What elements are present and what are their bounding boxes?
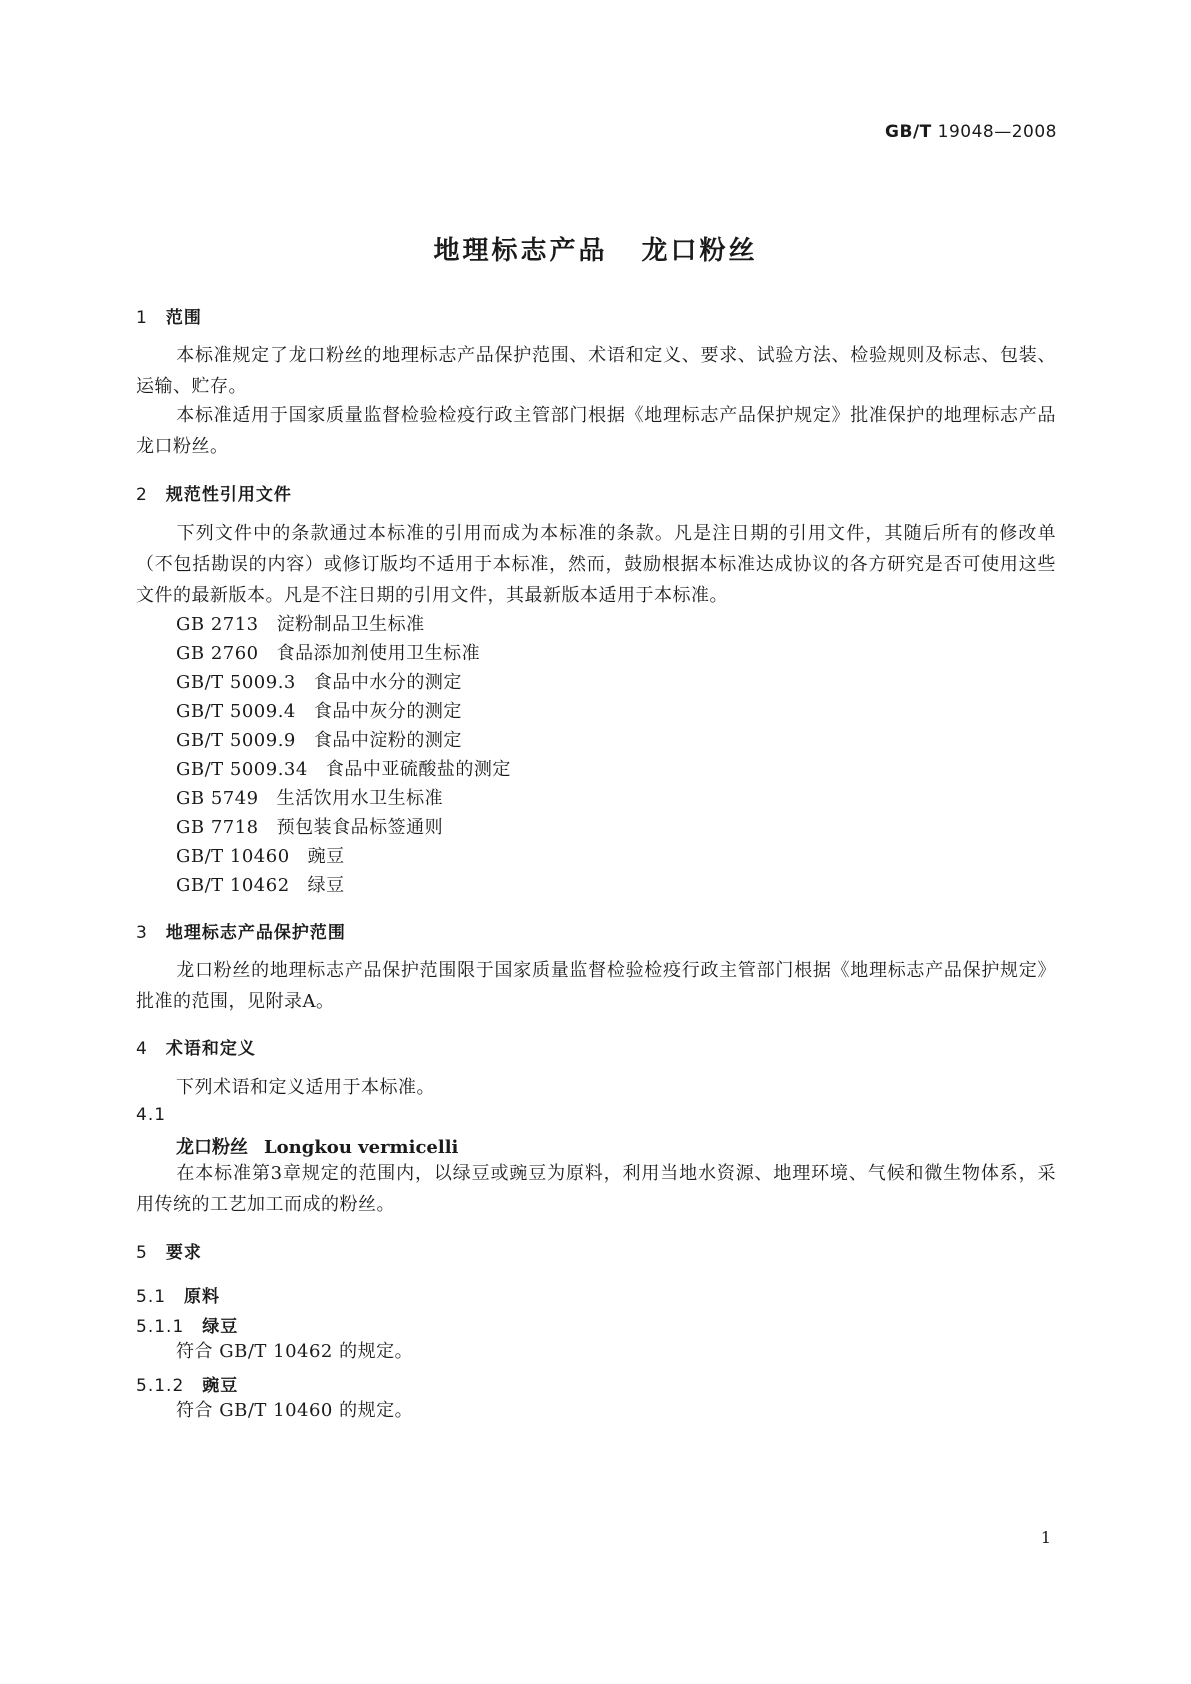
subsection-5-1-1-heading: 5.1.1 绿豆	[136, 1317, 239, 1337]
reference-item: GB/T 10462 绿豆	[176, 875, 345, 896]
page-number: 1	[1040, 1528, 1051, 1547]
document-title	[0, 230, 1191, 267]
standard-number: 19048—2008	[937, 122, 1057, 142]
term-chinese: 龙口粉丝	[176, 1137, 248, 1158]
term-entry	[176, 1133, 458, 1159]
section-1-paragraph-2: 本标准适用于国家质量监督检验检疫行政主管部门根据《地理标志产品保护规定》批准保护的地理标志产品龙口粉丝。	[136, 405, 1056, 457]
subsection-5-1-2-heading: 5.1.2 豌豆	[136, 1376, 239, 1396]
subsection-5-1-heading: 5.1 原料	[136, 1287, 221, 1307]
subsection-4-1-number: 4.1	[136, 1105, 167, 1125]
section-4-paragraph-1: 下列术语和定义适用于本标准。	[176, 1077, 435, 1098]
reference-item: GB/T 5009.34 食品中亚硫酸盐的测定	[176, 759, 511, 780]
reference-item: GB 2713 淀粉制品卫生标准	[176, 614, 425, 635]
reference-item: GB 2760 食品添加剂使用卫生标准	[176, 643, 481, 664]
section-2-heading: 2 规范性引用文件	[136, 485, 292, 505]
reference-item: GB/T 5009.9 食品中淀粉的测定	[176, 730, 462, 751]
term-english: Longkou vermicelli	[264, 1137, 459, 1158]
reference-item: GB 7718 预包装食品标签通则	[176, 817, 444, 838]
section-5-heading: 5 要求	[136, 1243, 202, 1263]
section-3-paragraph-1: 龙口粉丝的地理标志产品保护范围限于国家质量监督检验检疫行政主管部门根据《地理标志产品保护规定》批准的范围，见附录A。	[136, 960, 1056, 1012]
title-part1: 地理标志产品	[433, 236, 608, 266]
standard-code	[885, 122, 1057, 142]
term-definition: 在本标准第3章规定的范围内，以绿豆或豌豆为原料，利用当地水资源、地理环境、气候和微生物体系，采用传统的工艺加工而成的粉丝。	[136, 1163, 1056, 1215]
subsection-5-1-2-text: 符合 GB/T 10460 的规定。	[176, 1400, 414, 1421]
section-1-paragraph-1: 本标准规定了龙口粉丝的地理标志产品保护范围、术语和定义、要求、试验方法、检验规则及标志、包装、运输、贮存。	[136, 345, 1056, 397]
reference-item: GB/T 5009.4 食品中灰分的测定	[176, 701, 462, 722]
standard-prefix: GB/T	[885, 122, 932, 142]
section-4-heading: 4 术语和定义	[136, 1039, 256, 1059]
reference-item: GB/T 5009.3 食品中水分的测定	[176, 672, 462, 693]
subsection-5-1-1-text: 符合 GB/T 10462 的规定。	[176, 1341, 414, 1362]
section-2-paragraph-1: 下列文件中的条款通过本标准的引用而成为本标准的条款。凡是注日期的引用文件，其随后所有的修改单（不包括勘误的内容）或修订版均不适用于本标准，然而，鼓励根据本标准达成协议的各方研究是否可使用这些文件的最新版本。凡是不注日期的引用文件，其最新版本适用于本标准。	[136, 523, 1056, 606]
section-1-heading: 1 范围	[136, 308, 202, 328]
section-3-heading: 3 地理标志产品保护范围	[136, 923, 346, 943]
reference-item: GB/T 10460 豌豆	[176, 846, 345, 867]
reference-item: GB 5749 生活饮用水卫生标准	[176, 788, 444, 809]
title-part2: 龙口粉丝	[641, 236, 758, 266]
